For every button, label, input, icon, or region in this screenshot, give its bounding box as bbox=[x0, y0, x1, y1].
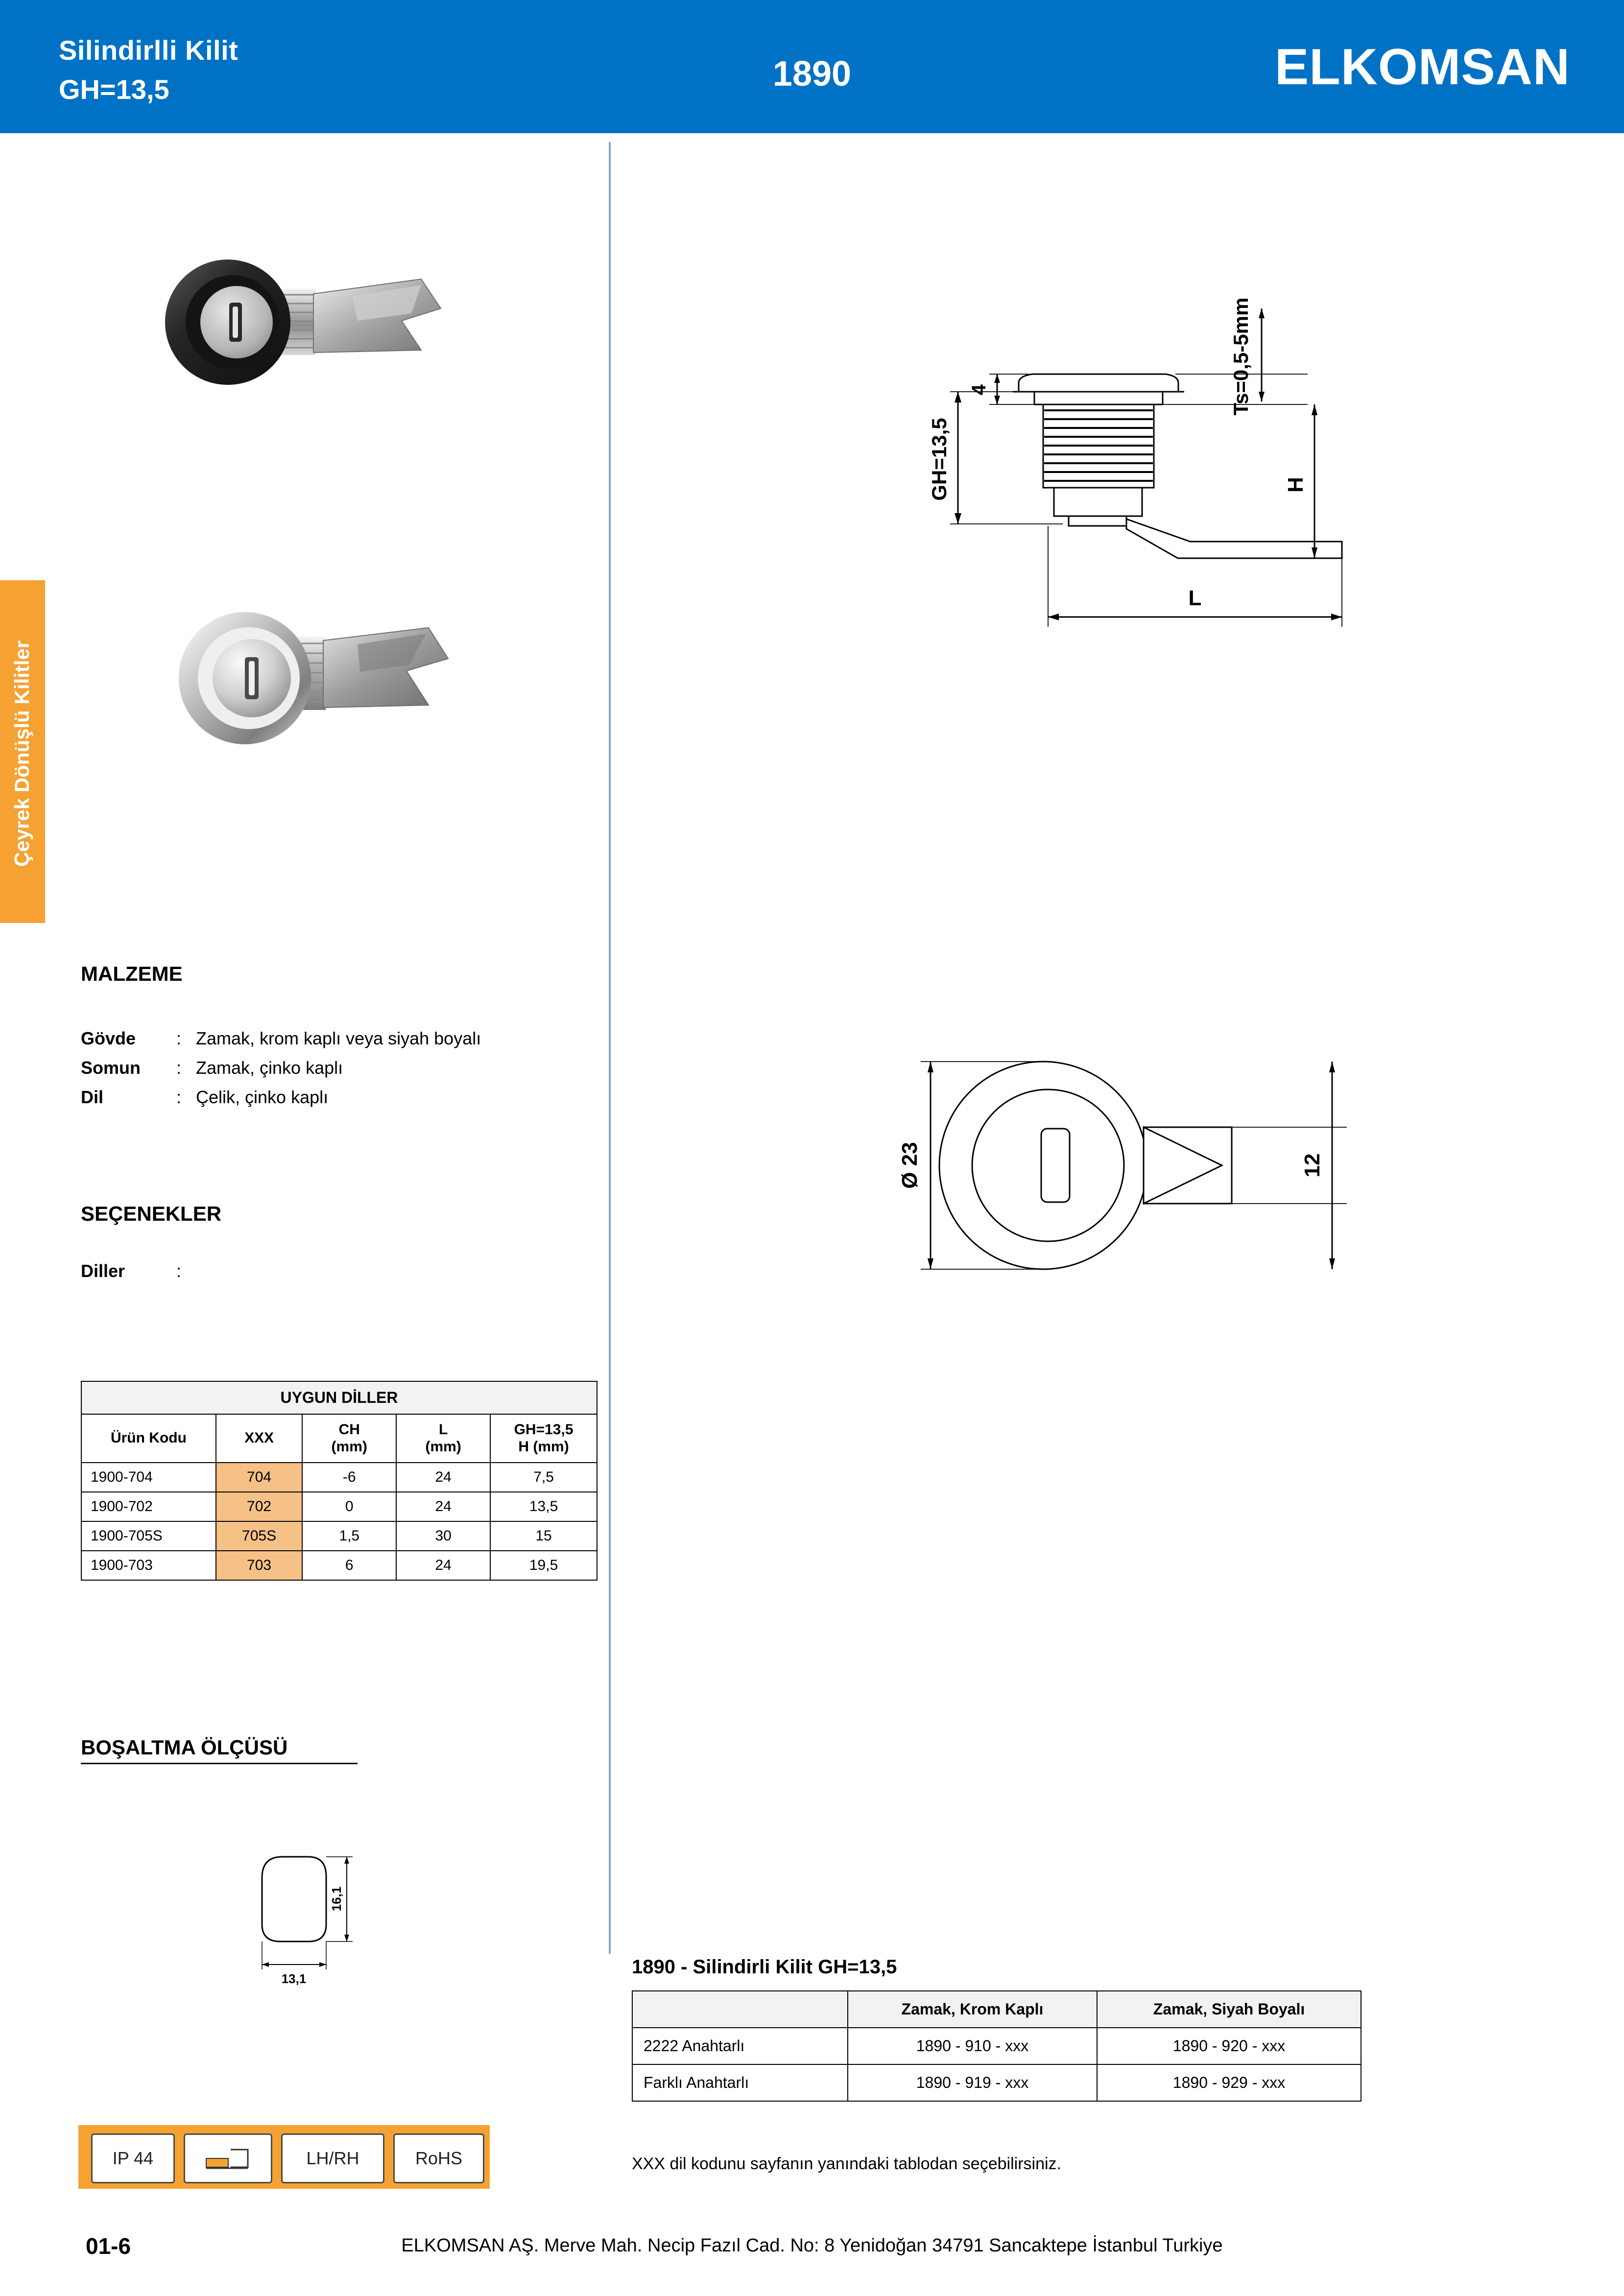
bosaltma-dim-width: 13,1 bbox=[281, 1971, 307, 1986]
category-side-tab-label: Çeyrek Dönüşlü Kilitler bbox=[10, 640, 33, 867]
cell-xxx-1: 702 bbox=[216, 1492, 302, 1521]
uygun-diller-table bbox=[81, 1381, 597, 1581]
product-photo-black bbox=[147, 230, 578, 436]
order-row-0-label: 2222 Anahtarlı bbox=[632, 2028, 848, 2064]
malzeme-row-2-label: Dil bbox=[81, 1087, 104, 1107]
dim-l-label: L bbox=[1188, 586, 1202, 610]
col-header-urun-kodu-l1: Ürün Kodu bbox=[110, 1430, 187, 1446]
col-header-xxx-l1: XXX bbox=[244, 1430, 274, 1446]
col-header-l bbox=[396, 1414, 490, 1463]
header-product-code: 1890 bbox=[772, 54, 852, 94]
table-row bbox=[81, 1521, 597, 1551]
cell-xxx-2: 705S bbox=[216, 1521, 302, 1551]
order-row-1-label: Farklı Anahtarlı bbox=[632, 2064, 848, 2101]
ip-rating-badge bbox=[91, 2133, 175, 2183]
order-code-table bbox=[632, 1990, 1361, 2102]
dim-ts-label: Ts=0,5-5mm bbox=[1229, 297, 1252, 416]
order-row-1-krom: 1890 - 919 - xxx bbox=[848, 2064, 1097, 2101]
order-table-title: 1890 - Silindirli Kilit GH=13,5 bbox=[632, 1956, 897, 1978]
malzeme-heading: MALZEME bbox=[81, 962, 183, 985]
order-row-0-siyah: 1890 - 920 - xxx bbox=[1097, 2028, 1361, 2064]
table-row bbox=[632, 2064, 1361, 2101]
order-table-header-row bbox=[632, 1991, 1361, 2028]
malzeme-row-0-sep: : bbox=[176, 1028, 182, 1048]
bosaltma-heading-underline bbox=[81, 1763, 358, 1764]
col-header-ch-l2: (mm) bbox=[331, 1438, 367, 1455]
malzeme-row-2-value: Çelik, çinko kaplı bbox=[196, 1087, 329, 1107]
cell-ch-0: -6 bbox=[302, 1463, 396, 1492]
cell-xxx-3: 703 bbox=[216, 1551, 302, 1580]
cell-ch-2: 1,5 bbox=[302, 1521, 396, 1551]
page-header bbox=[0, 0, 1624, 133]
cell-ch-1: 0 bbox=[302, 1492, 396, 1521]
bosaltma-heading: BOŞALTMA ÖLÇÜSÜ bbox=[81, 1736, 288, 1759]
ip-rating-label: IP 44 bbox=[112, 2148, 154, 2168]
secenekler-heading: SEÇENEKLER bbox=[81, 1202, 222, 1225]
dim-diameter-label: Ø 23 bbox=[898, 1142, 922, 1189]
cell-l-2: 30 bbox=[396, 1521, 490, 1551]
header-product-subtitle: GH=13,5 bbox=[59, 74, 169, 105]
cell-h-3: 19,5 bbox=[490, 1551, 597, 1580]
malzeme-row-1-value: Zamak, çinko kaplı bbox=[196, 1058, 343, 1078]
malzeme-row-0-label: Gövde bbox=[81, 1028, 136, 1048]
dim-4-label: 4 bbox=[968, 384, 990, 396]
dim-h-label: H bbox=[1284, 477, 1308, 493]
col-header-gh bbox=[490, 1414, 597, 1463]
panel-mount-glyph bbox=[201, 2144, 255, 2173]
col-header-gh-l1: GH=13,5 bbox=[514, 1421, 573, 1438]
footer-page-number: 01-6 bbox=[86, 2233, 131, 2259]
cell-h-1: 13,5 bbox=[490, 1492, 597, 1521]
column-divider bbox=[609, 142, 611, 1954]
cell-code-2: 1900-705S bbox=[81, 1521, 216, 1551]
technical-drawing-side-view bbox=[705, 274, 1538, 852]
col-header-l-l2: (mm) bbox=[425, 1438, 461, 1455]
secenekler-row-0-sep: : bbox=[176, 1261, 182, 1281]
cell-l-0: 24 bbox=[396, 1463, 490, 1492]
cell-h-0: 7,5 bbox=[490, 1463, 597, 1492]
col-header-ch-l1: CH bbox=[338, 1421, 360, 1438]
cell-h-2: 15 bbox=[490, 1521, 597, 1551]
malzeme-row-0-value: Zamak, krom kaplı veya siyah boyalı bbox=[196, 1028, 481, 1048]
col-header-urun-kodu bbox=[81, 1414, 216, 1463]
rohs-badge bbox=[393, 2133, 484, 2183]
malzeme-row-1-sep: : bbox=[176, 1058, 182, 1078]
cell-code-1: 1900-702 bbox=[81, 1492, 216, 1521]
cell-code-3: 1900-703 bbox=[81, 1551, 216, 1580]
dim-gh-label: GH=13,5 bbox=[928, 418, 951, 501]
table-row bbox=[81, 1463, 597, 1492]
rohs-label: RoHS bbox=[415, 2148, 463, 2168]
bosaltma-cutout-drawing bbox=[235, 1841, 441, 2008]
order-col-blank bbox=[632, 1991, 848, 2028]
technical-drawing-front-view bbox=[705, 1018, 1538, 1351]
table-row bbox=[81, 1492, 597, 1521]
uygun-diller-span-header: UYGUN DİLLER bbox=[81, 1381, 597, 1414]
col-header-l-l1: L bbox=[438, 1421, 448, 1438]
order-col-krom: Zamak, Krom Kaplı bbox=[848, 1991, 1097, 2028]
order-table-note: XXX dil kodunu sayfanın yanındaki tablodan seçebilirsiniz. bbox=[632, 2154, 1061, 2173]
cell-ch-3: 6 bbox=[302, 1551, 396, 1580]
feature-icon-strip bbox=[78, 2125, 490, 2189]
footer-company-address: ELKOMSAN AŞ. Merve Mah. Necip Fazıl Cad. No: 8 Yenidoğan 34791 Sancaktepe İstanbul Turkiye bbox=[401, 2235, 1223, 2256]
handing-label: LH/RH bbox=[306, 2148, 359, 2168]
order-row-1-siyah: 1890 - 929 - xxx bbox=[1097, 2064, 1361, 2101]
table-column-header-row bbox=[81, 1414, 597, 1463]
cell-xxx-0: 704 bbox=[216, 1463, 302, 1492]
brand-logo: ELKOMSAN bbox=[1274, 39, 1570, 95]
cell-l-3: 24 bbox=[396, 1551, 490, 1580]
cell-code-0: 1900-704 bbox=[81, 1463, 216, 1492]
order-row-0-krom: 1890 - 910 - xxx bbox=[848, 2028, 1097, 2064]
order-col-siyah: Zamak, Siyah Boyalı bbox=[1097, 1991, 1361, 2028]
col-header-ch bbox=[302, 1414, 396, 1463]
panel-mount-icon bbox=[184, 2133, 272, 2183]
product-photo-chrome bbox=[162, 583, 573, 798]
category-side-tab bbox=[0, 580, 45, 923]
dim-12-label: 12 bbox=[1300, 1153, 1324, 1178]
malzeme-row-1-label: Somun bbox=[81, 1058, 141, 1078]
col-header-xxx bbox=[216, 1414, 302, 1463]
col-header-gh-l2: H (mm) bbox=[518, 1438, 569, 1455]
table-row bbox=[632, 2028, 1361, 2064]
secenekler-row-0-label: Diller bbox=[81, 1261, 125, 1281]
table-header-span-row bbox=[81, 1381, 597, 1414]
bosaltma-dim-height: 16,1 bbox=[329, 1886, 344, 1912]
table-row bbox=[81, 1551, 597, 1580]
cell-l-1: 24 bbox=[396, 1492, 490, 1521]
header-product-title: Silindirlli Kilit bbox=[59, 35, 239, 66]
handing-badge bbox=[281, 2133, 384, 2183]
malzeme-row-2-sep: : bbox=[176, 1087, 182, 1107]
